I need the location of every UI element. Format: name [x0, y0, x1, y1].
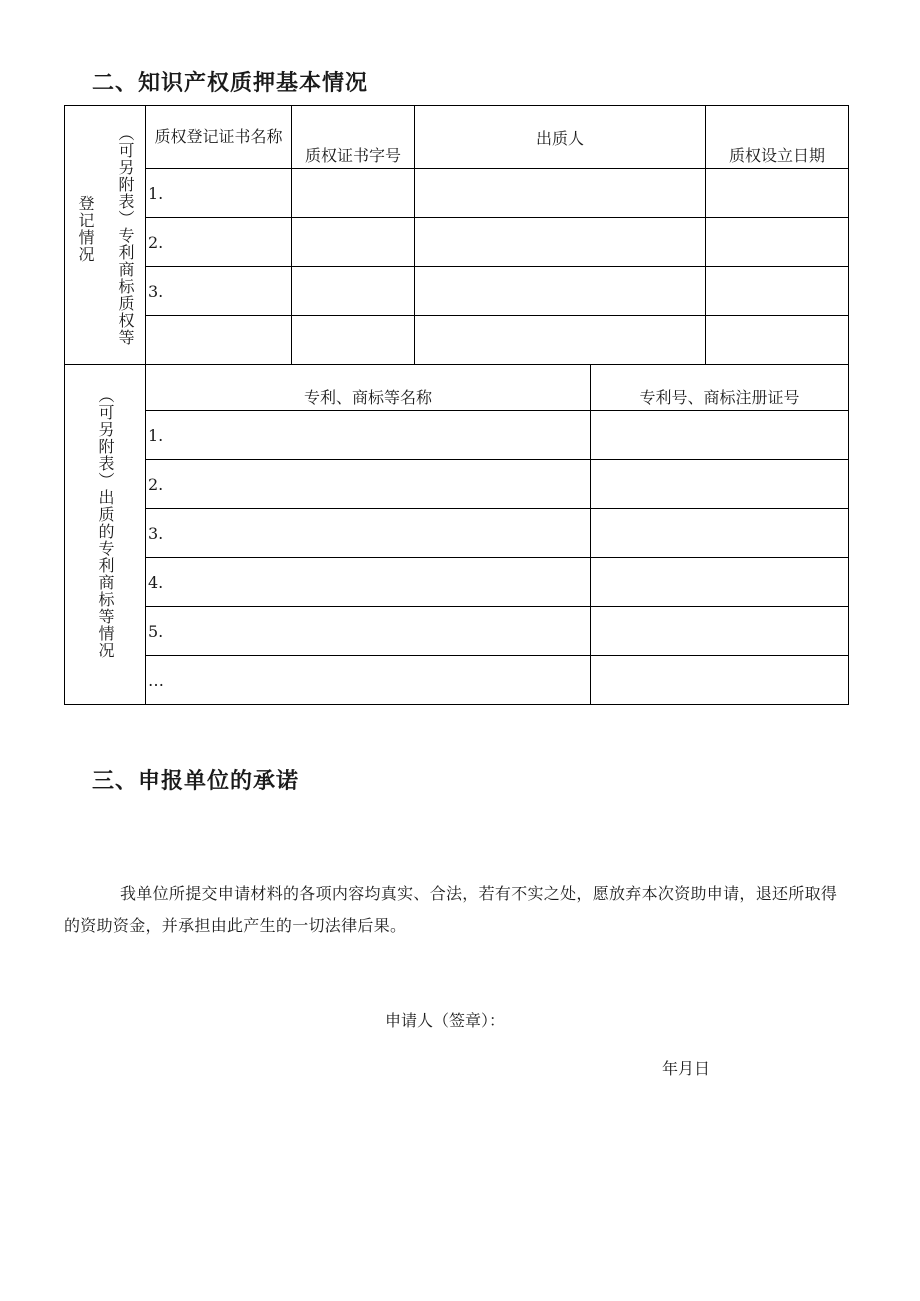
table-cell[interactable] [706, 267, 849, 316]
header-item-name: 专利、商标等名称 [146, 365, 591, 411]
table-cell[interactable] [415, 316, 706, 365]
commitment-paragraph: 我单位所提交申请材料的各项内容均真实、合法，若有不实之处，愿放弃本次资助申请，退还所取得的资助资金，并承担由此产生的一切法律后果。 [64, 884, 838, 935]
header-registration-number: 专利号、商标注册证号 [591, 365, 849, 411]
registration-side-label-main: 登记情况 [76, 194, 95, 263]
table-cell[interactable] [415, 218, 706, 267]
table-cell[interactable]: 1. [146, 411, 591, 460]
table-cell[interactable] [591, 607, 849, 656]
table-cell[interactable] [591, 656, 849, 705]
table-cell[interactable]: 3. [146, 267, 292, 316]
table-cell[interactable]: … [146, 656, 591, 705]
pledged-side-label [65, 365, 146, 705]
table-cell[interactable]: 3. [146, 509, 591, 558]
registration-table [64, 105, 849, 365]
table-cell[interactable] [706, 169, 849, 218]
table-cell[interactable] [415, 267, 706, 316]
table-cell[interactable] [292, 218, 415, 267]
table-cell[interactable] [292, 316, 415, 365]
table-cell[interactable] [292, 169, 415, 218]
registration-side-label-sub: （可另附表）专利商标质权等 [116, 124, 135, 346]
signature-label: 申请人（签章）： [385, 1011, 506, 1030]
table-cell[interactable]: 4. [146, 558, 591, 607]
table-cell[interactable] [591, 509, 849, 558]
table-cell[interactable] [146, 316, 292, 365]
table-cell[interactable] [706, 218, 849, 267]
header-cert-number: 质权证书字号 [292, 106, 415, 169]
table-cell[interactable] [292, 267, 415, 316]
table-cell[interactable]: 5. [146, 607, 591, 656]
table-cell[interactable] [591, 411, 849, 460]
table-cell[interactable]: 2. [146, 218, 292, 267]
table-cell[interactable] [415, 169, 706, 218]
registration-side-label [65, 106, 146, 365]
table-cell[interactable]: 1. [146, 169, 292, 218]
header-cert-name: 质权登记证书名称 [146, 106, 292, 169]
table-cell[interactable] [706, 316, 849, 365]
header-pledgor: 出质人 [415, 106, 706, 169]
table-cell[interactable] [591, 460, 849, 509]
pledged-items-table [64, 364, 849, 705]
pledged-side-label-text: （可另附表）出质的专利商标等情况 [96, 387, 115, 659]
section-title-pledge-info: 二、知识产权质押基本情况 [92, 71, 369, 96]
table-cell[interactable] [591, 558, 849, 607]
table-cell[interactable]: 2. [146, 460, 591, 509]
date-label: 年月日 [662, 1059, 711, 1078]
section-title-commitment: 三、申报单位的承诺 [92, 769, 300, 794]
header-establish-date: 质权设立日期 [706, 106, 849, 169]
